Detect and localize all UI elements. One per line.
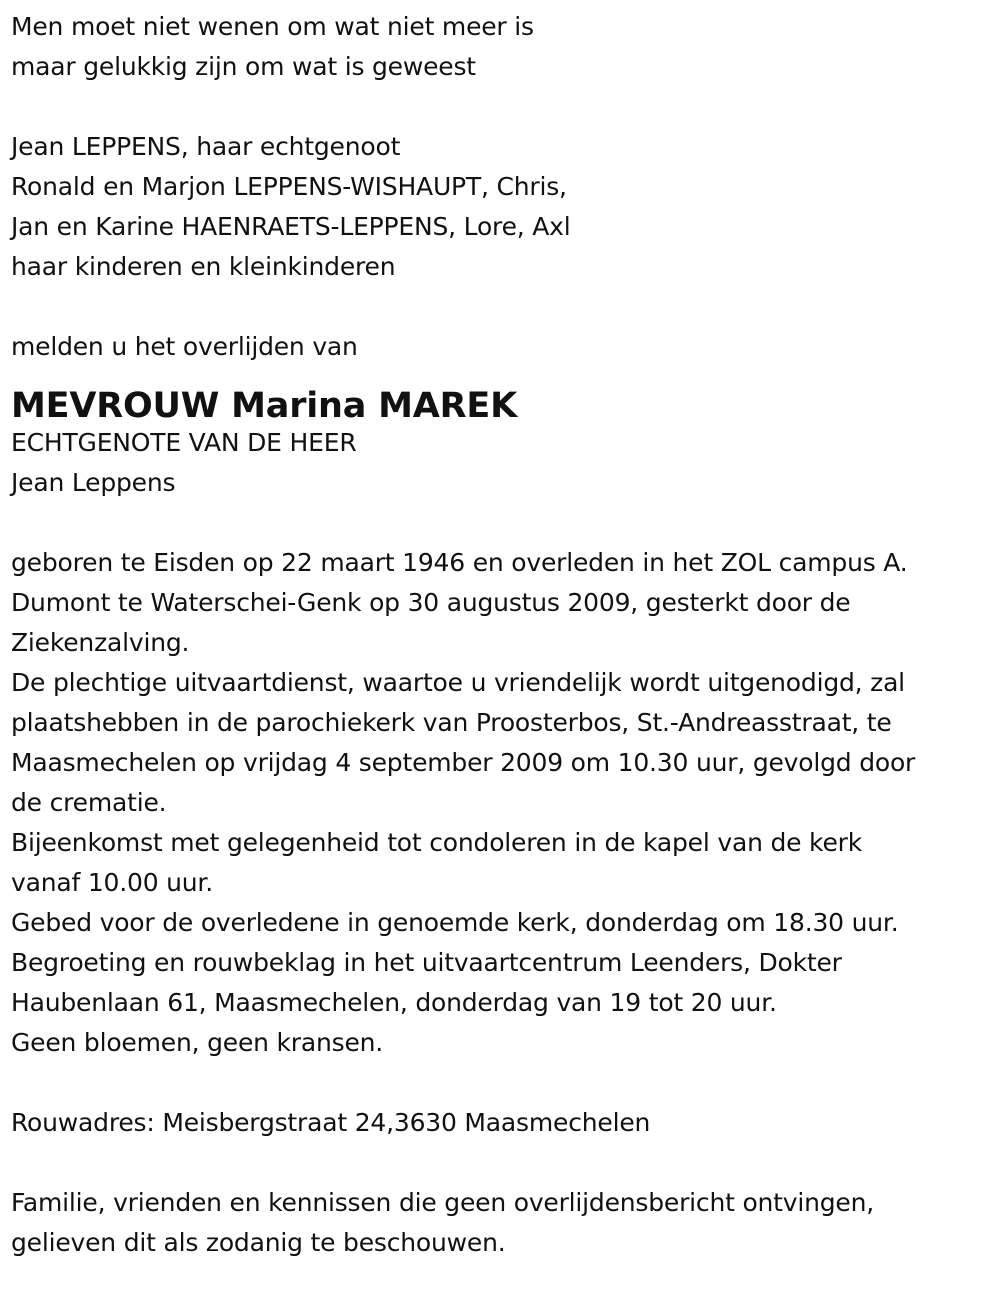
details-line-11: Begroeting en rouwbeklag in het uitvaartcentrum Leenders, Dokter (11, 948, 842, 977)
details-line-4: De plechtige uitvaartdienst, waartoe u vriendelijk wordt uitgenodigd, zal (11, 668, 905, 697)
deceased-title: ECHTGENOTE VAN DE HEER (11, 428, 357, 457)
mourning-address: Rouwadres: Meisbergstraat 24,3630 Maasmechelen (11, 1108, 651, 1137)
spacer (11, 87, 991, 127)
family-line-1: Jean LEPPENS, haar echtgenoot (11, 132, 401, 161)
details-line-7: de crematie. (11, 788, 167, 817)
family-line-2: Ronald en Marjon LEPPENS-WISHAUPT, Chris, (11, 172, 567, 201)
motto-line-1: Men moet niet wenen om wat niet meer is (11, 12, 534, 41)
details-line-5: plaatshebben in de parochiekerk van Proosterbos, St.-Andreasstraat, te (11, 708, 892, 737)
closing-line-1: Familie, vrienden en kennissen die geen overlijdensbericht ontvingen, (11, 1188, 875, 1217)
details-line-12: Haubenlaan 61, Maasmechelen, donderdag van 19 tot 20 uur. (11, 988, 777, 1017)
details-line-6: Maasmechelen op vrijdag 4 september 2009 om 10.30 uur, gevolgd door (11, 748, 916, 777)
deceased-spouse: Jean Leppens (11, 468, 176, 497)
details-line-1: geboren te Eisden op 22 maart 1946 en overleden in het ZOL campus A. (11, 548, 908, 577)
details-line-2: Dumont te Waterschei-Genk op 30 augustus 2009, gesterkt door de (11, 588, 851, 617)
spacer (11, 503, 991, 543)
spacer (11, 287, 991, 327)
family-line-3: Jan en Karine HAENRAETS-LEPPENS, Lore, Axl (11, 212, 571, 241)
announcement: melden u het overlijden van (11, 332, 358, 361)
deceased-name: MEVROUW Marina MAREK (11, 386, 518, 426)
obituary-document (11, 7, 991, 1263)
spacer (11, 1143, 991, 1183)
details-line-9: vanaf 10.00 uur. (11, 868, 213, 897)
family-line-4: haar kinderen en kleinkinderen (11, 252, 396, 281)
details-line-8: Bijeenkomst met gelegenheid tot condoleren in de kapel van de kerk (11, 828, 862, 857)
details-line-3: Ziekenzalving. (11, 628, 190, 657)
closing-line-2: gelieven dit als zodanig te beschouwen. (11, 1228, 506, 1257)
details-line-10: Gebed voor de overledene in genoemde kerk, donderdag om 18.30 uur. (11, 908, 899, 937)
details-line-13: Geen bloemen, geen kransen. (11, 1028, 384, 1057)
spacer (11, 1063, 991, 1103)
motto-line-2: maar gelukkig zijn om wat is geweest (11, 52, 476, 81)
